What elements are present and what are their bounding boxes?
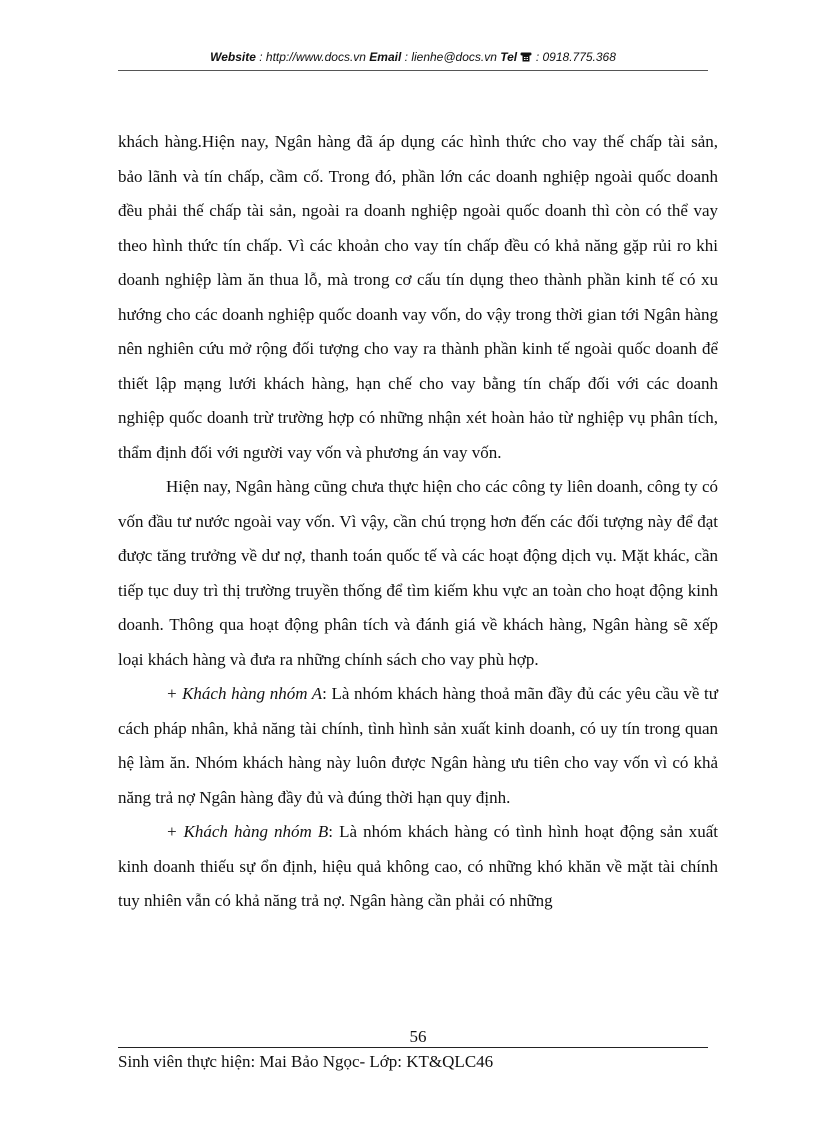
page-number: 56	[409, 1027, 427, 1046]
group-b-label: + Khách hàng nhóm B	[166, 822, 329, 841]
paragraph-3	[118, 677, 718, 815]
website-value: : http://www.docs.vn	[259, 50, 366, 64]
tel-label: Tel	[500, 50, 518, 64]
header-divider	[118, 70, 708, 71]
document-body	[118, 125, 718, 919]
footer-divider	[118, 1047, 708, 1048]
paragraph-1: khách hàng.Hiện nay, Ngân hàng đã áp dụng các hình thức cho vay thế chấp tài sản, bảo lãnh và tín chấp, cầm cố. Trong đó, phần lớn các doanh nghiệp ngoài quốc doanh đều phải thế chấp tài sản, ngoài ra doanh nghiệp ngoài quốc doanh thì còn có thể vay theo hình thức tín chấp. Vì các khoản cho vay tín chấp đều có khả năng gặp rủi ro khi doanh nghiệp làm ăn thua lỗ, mà trong cơ cấu tín dụng theo thành phần kinh tế có xu hướng cho các doanh nghiệp quốc doanh vay vốn, do vậy trong thời gian tới Ngân hàng nên nghiên cứu mở rộng đối tượng cho vay ra thành phần kinh tế ngoài quốc doanh để thiết lập mạng lưới khách hàng, hạn chế cho vay bằng tín chấp đối với các doanh nghiệp quốc doanh trừ trường hợp có những nhận xét hoàn hảo từ nghiệp vụ phân tích, thẩm định đối với người vay vốn và phương án vay vốn.	[118, 132, 718, 462]
group-a-text: : Là nhóm khách hàng thoả mãn đầy đủ các yêu cầu về tư cách pháp nhân, khả năng tài chính, tình hình sản xuất kinh doanh, có uy tín trong quan hệ làm ăn. Nhóm khách hàng này luôn được Ngân hàng ưu tiên cho vay vốn vì có khả năng trả nợ Ngân hàng đầy đủ và đúng thời hạn quy định.	[118, 684, 718, 807]
group-b-text: : Là nhóm khách hàng có tình hình hoạt động sản xuất kinh doanh thiếu sự ổn định, hiệu quả không cao, có những khó khăn về mặt tài chính tuy nhiên vẫn có khả năng trả nợ. Ngân hàng cần phải có những	[118, 822, 718, 910]
email-value: : lienhe@docs.vn	[404, 50, 497, 64]
footer-student-line: Sinh viên thực hiện: Mai Bảo Ngọc- Lớp: KT&QLC46	[118, 1052, 494, 1071]
group-a-label: + Khách hàng nhóm A	[166, 684, 323, 703]
phone-icon	[520, 50, 535, 64]
page-header	[118, 50, 708, 64]
paragraph-4	[118, 815, 718, 919]
website-label: Website	[210, 50, 256, 64]
paragraph-2: Hiện nay, Ngân hàng cũng chưa thực hiện cho các công ty liên doanh, công ty có vốn đầu tư nước ngoài vay vốn. Vì vậy, cần chú trọng hơn đến các đối tượng này để đạt được tăng trưởng về dư nợ, thanh toán quốc tế và các hoạt động dịch vụ. Mặt khác, cần tiếp tục duy trì thị trường truyền thống để tìm kiếm khu vực an toàn cho hoạt động kinh doanh. Thông qua hoạt động phân tích và đánh giá về khách hàng, Ngân hàng sẽ xếp loại khách hàng và đưa ra những chính sách cho vay phù hợp.	[118, 477, 718, 669]
email-label: Email	[369, 50, 402, 64]
tel-value: : 0918.775.368	[535, 50, 616, 64]
